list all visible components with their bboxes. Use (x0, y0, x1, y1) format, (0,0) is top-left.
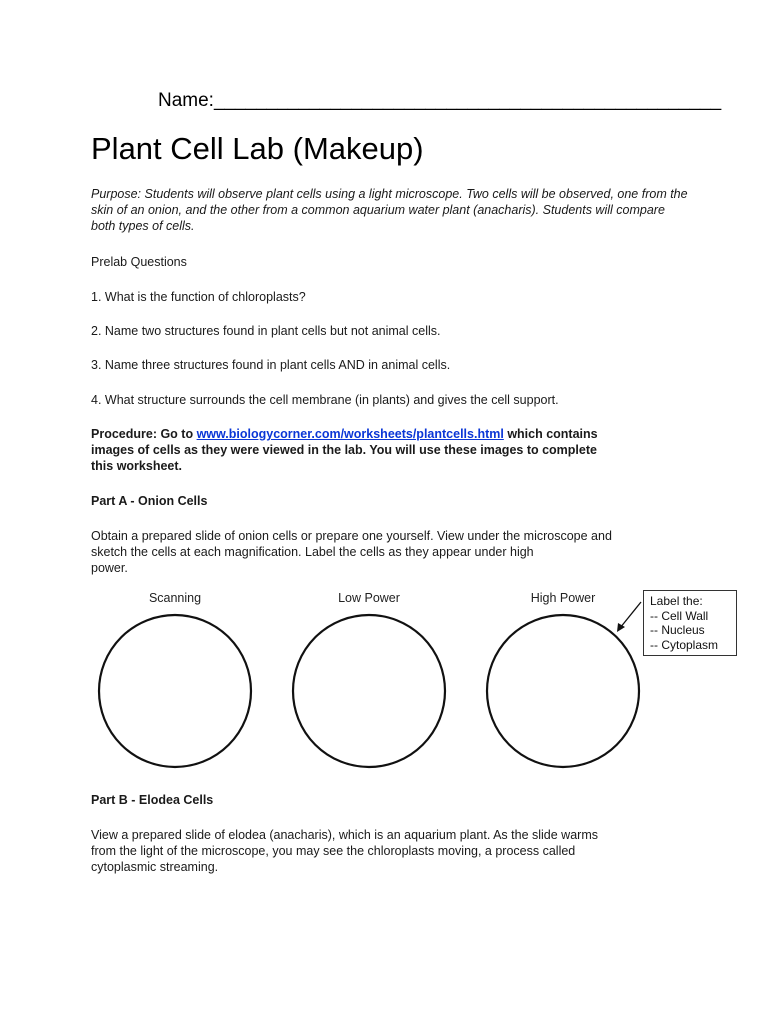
procedure-line-3: this worksheet. (91, 459, 182, 473)
purpose-paragraph: Purpose: Students will observe plant cells using a light microscope. Two cells will be observed, one from the skin of an onion, and the other from a common aquarium water plant (anacharis). Students will compare both types of cells. (91, 187, 688, 233)
procedure-lead: Procedure: Go to (91, 427, 197, 441)
circle-label-low-power: Low Power (338, 591, 400, 605)
prelab-question-2: 2. Name two structures found in plant cells but not animal cells. (91, 324, 441, 338)
prelab-question-3: 3. Name three structures found in plant cells AND in animal cells. (91, 358, 451, 372)
part-a-heading: Part A - Onion Cells (91, 494, 208, 508)
part-a-instructions (91, 528, 691, 576)
scanning-circle[interactable] (99, 615, 251, 767)
part-b-line-2: from the light of the microscope, you may see the chloroplasts moving, a process called (91, 844, 576, 858)
procedure-line-2: images of cells as they were viewed in the lab. You will use these images to complete (91, 443, 597, 457)
label-item-cytoplasm: -- Cytoplasm (650, 637, 719, 652)
pointer-arrow-line (620, 602, 641, 628)
procedure-rest: which contains (503, 427, 598, 441)
part-a-line-3: power. (91, 561, 128, 575)
prelab-question-4: 4. What structure surrounds the cell membrane (in plants) and gives the cell support. (91, 393, 559, 407)
part-b-heading: Part B - Elodea Cells (91, 793, 214, 807)
name-field-line: Name:________________________________________________ (158, 90, 722, 111)
pointer-arrow-head (617, 623, 625, 632)
high-power-circle[interactable] (487, 615, 639, 767)
biologycorner-link[interactable]: www.biologycorner.com/worksheets/plantcells.html (196, 427, 504, 441)
circle-label-scanning: Scanning (148, 591, 202, 605)
part-a-line-1: Obtain a prepared slide of onion cells or prepare one yourself. View under the microscope and (91, 529, 612, 543)
label-instructions-box (643, 590, 737, 656)
procedure-paragraph (91, 426, 691, 474)
prelab-question-1: 1. What is the function of chloroplasts? (91, 290, 306, 304)
part-b-line-1: View a prepared slide of elodea (anacharis), which is an aquarium plant. As the slide warms (91, 828, 598, 842)
part-a-line-2: sketch the cells at each magnification. Label the cells as they appear under high (91, 545, 534, 559)
label-item-nucleus: -- Nucleus (650, 623, 705, 637)
part-b-instructions (91, 827, 691, 875)
label-box-title: Label the: (650, 594, 703, 608)
part-b-line-3: cytoplasmic streaming. (91, 860, 219, 874)
circle-label-high-power: High Power (530, 591, 596, 605)
prelab-heading: Prelab Questions (91, 255, 187, 269)
label-item-cell-wall: -- Cell Wall (650, 608, 709, 623)
low-power-circle[interactable] (293, 615, 445, 767)
page-title: Plant Cell Lab (Makeup) (91, 131, 424, 166)
